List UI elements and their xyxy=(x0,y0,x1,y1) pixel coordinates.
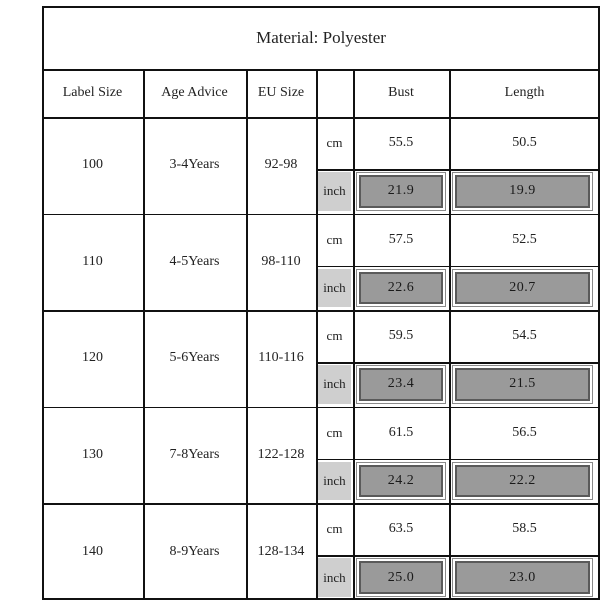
cm-inch-divider xyxy=(316,169,600,171)
cm-inch-divider xyxy=(316,266,600,268)
cm-inch-divider xyxy=(316,459,600,461)
length-cm-cell: 56.5 xyxy=(512,424,537,440)
length-inch-cell: 22.2 xyxy=(455,465,590,498)
bust-cm-cell: 55.5 xyxy=(388,135,414,150)
label-size-cell: 100 xyxy=(82,157,103,173)
label-size-cell: 110 xyxy=(82,253,103,269)
eu-size-cell: 98-110 xyxy=(261,253,301,269)
unit-inch-cell: inch xyxy=(318,269,351,308)
unit-cm-cell: cm xyxy=(326,424,343,440)
age-advice-cell: 8-9Years xyxy=(169,543,220,559)
age-advice-cell: 4-5Years xyxy=(169,253,220,269)
bust-inch-cell: 25.0 xyxy=(359,561,443,594)
unit-inch-cell: inch xyxy=(318,365,351,404)
length-inch-cell: 21.5 xyxy=(455,368,590,401)
eu-size-cell: 92-98 xyxy=(264,157,298,173)
unit-cm-cell: cm xyxy=(326,328,343,344)
bust-cm-cell: 57.5 xyxy=(388,231,414,247)
header-bust: Bust xyxy=(388,85,414,100)
eu-size-cell: 128-134 xyxy=(257,543,305,559)
bust-inch-cell: 21.9 xyxy=(359,175,443,208)
bust-inch-cell: 24.2 xyxy=(359,465,443,498)
eu-size-cell: 110-116 xyxy=(258,350,304,366)
unit-cm-cell: cm xyxy=(326,521,343,537)
header-label-size: Label Size xyxy=(62,85,123,100)
length-cm-cell: 58.5 xyxy=(512,521,537,537)
header-age-advice: Age Advice xyxy=(161,85,228,100)
size-chart xyxy=(42,6,600,600)
label-size-cell: 140 xyxy=(82,543,103,559)
length-cm-cell: 50.5 xyxy=(512,135,537,150)
bust-cm-cell: 63.5 xyxy=(388,521,414,537)
label-size-cell: 130 xyxy=(82,447,103,463)
bust-cm-cell: 59.5 xyxy=(388,328,414,344)
length-cm-cell: 52.5 xyxy=(512,231,537,247)
header-eu-size: EU Size xyxy=(257,85,305,100)
bust-inch-cell: 23.4 xyxy=(359,368,443,401)
header-length: Length xyxy=(504,85,545,100)
age-advice-cell: 7-8Years xyxy=(169,447,220,463)
bust-inch-cell: 22.6 xyxy=(359,272,443,305)
unit-inch-cell: inch xyxy=(318,558,351,597)
age-advice-cell: 5-6Years xyxy=(169,350,220,366)
label-size-cell: 120 xyxy=(82,350,103,366)
cm-inch-divider xyxy=(316,555,600,557)
length-inch-cell: 20.7 xyxy=(455,272,590,305)
unit-cm-cell: cm xyxy=(326,231,343,247)
chart-title: Material: Polyester xyxy=(256,27,386,47)
unit-inch-cell: inch xyxy=(318,462,351,501)
eu-size-cell: 122-128 xyxy=(257,447,305,463)
unit-inch-cell: inch xyxy=(318,172,351,211)
length-inch-cell: 19.9 xyxy=(455,175,590,208)
length-cm-cell: 54.5 xyxy=(512,328,537,344)
unit-cm-cell: cm xyxy=(326,135,343,150)
length-inch-cell: 23.0 xyxy=(455,561,590,594)
cm-inch-divider xyxy=(316,362,600,364)
bust-cm-cell: 61.5 xyxy=(388,424,414,440)
age-advice-cell: 3-4Years xyxy=(169,157,220,173)
